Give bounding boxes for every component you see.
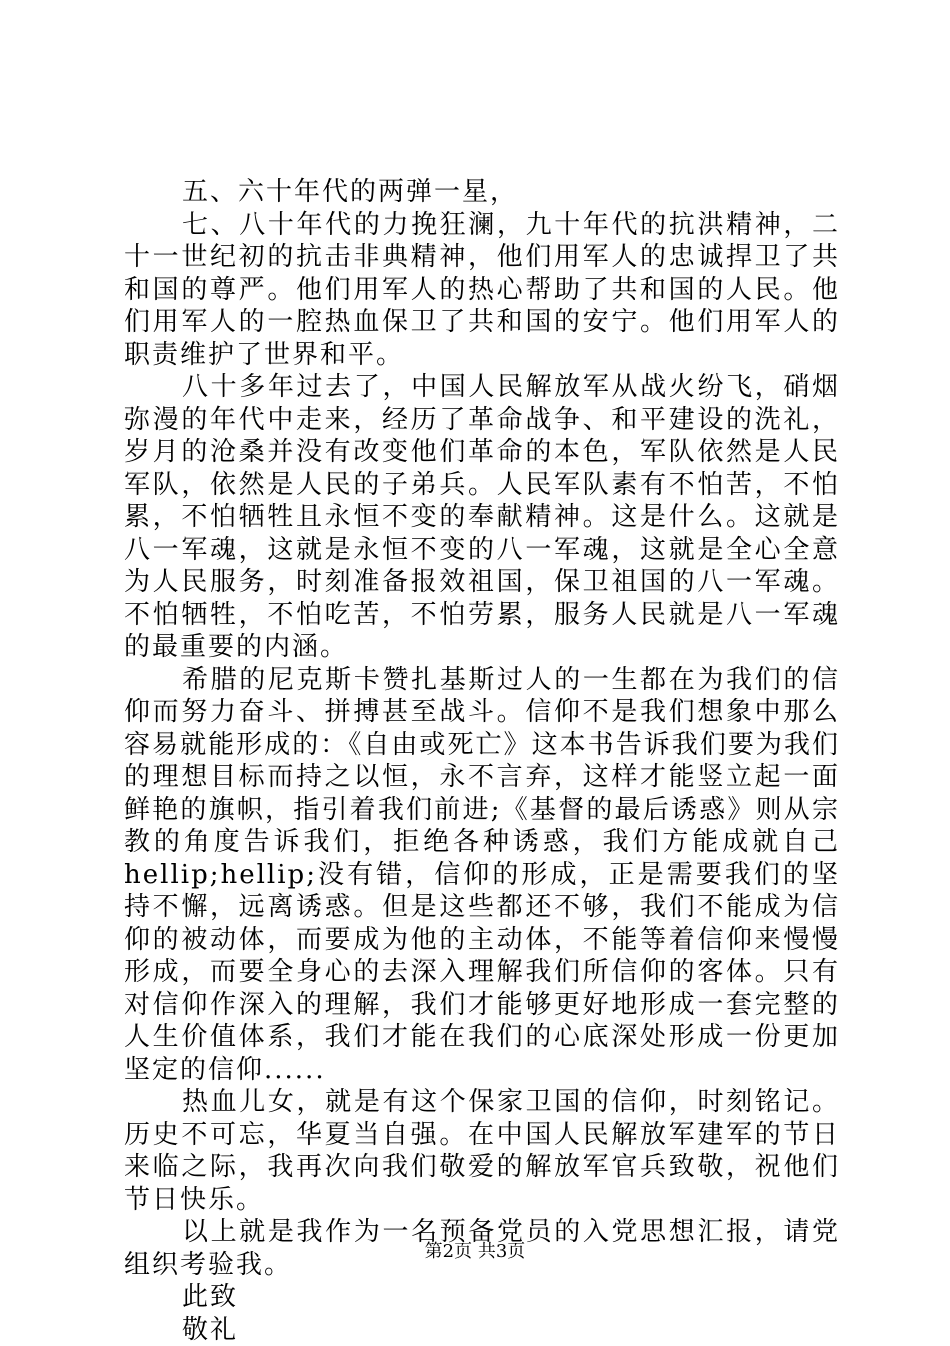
document-body: [124, 176, 840, 1346]
paragraph: 七、八十年代的力挽狂澜，九十年代的抗洪精神，二十一世纪初的抗击非典精神，他们用军人的忠诚捍卫了共和国的尊严。他们用军人的热心帮助了共和国的人民。他们用军人的一腔热血保卫了共和国的安宁。他们用军人的职责维护了世界和平。: [124, 209, 840, 372]
paragraph: 以上就是我作为一名预备党员的入党思想汇报，请党组织考验我。: [124, 1216, 840, 1281]
paragraph: 希腊的尼克斯卡赞扎基斯过人的一生都在为我们的信仰而努力奋斗、拼搏甚至战斗。信仰不是我们想象中那么容易就能形成的：《自由或死亡》这本书告诉我们要为我们的理想目标而持之以恒，永不言弃，这样才能竖立起一面鲜艳的旗帜，指引着我们前进;《基督的最后诱惑》则从宗教的角度告诉我们，拒绝各种诱惑，我们方能成就自己hellip;hellip;没有错，信仰的形成，正是需要我们的坚持不懈，远离诱惑。但是这些都还不够，我们不能成为信仰的被动体，而要成为他的主动体，不能等着信仰来慢慢形成，而要全身心的去深入理解我们所信仰的客体。只有对信仰作深入的理解，我们才能够更好地形成一套完整的人生价值体系，我们才能在我们的心底深处形成一份更加坚定的信仰......: [124, 664, 840, 1087]
closing-regards: 敬礼: [124, 1314, 840, 1346]
paragraph: 八十多年过去了，中国人民解放军从战火纷飞，硝烟弥漫的年代中走来，经历了革命战争、和平建设的洗礼，岁月的沧桑并没有改变他们革命的本色，军队依然是人民军队，依然是人民的子弟兵。人民军队素有不怕苦，不怕累，不怕牺牲且永恒不变的奉献精神。这是什么。这就是八一军魂，这就是永恒不变的八一军魂，这就是全心全意为人民服务，时刻准备报效祖国，保卫祖国的八一军魂。不怕牺牲，不怕吃苦，不怕劳累，服务人民就是八一军魂的最重要的内涵。: [124, 371, 840, 664]
closing-salutation: 此致: [124, 1281, 840, 1314]
paragraph: 热血儿女，就是有这个保家卫国的信仰，时刻铭记。历史不可忘，华夏当自强。在中国人民解放军建军的节日来临之际，我再次向我们敬爱的解放军官兵致敬，祝他们节日快乐。: [124, 1086, 840, 1216]
paragraph: 五、六十年代的两弹一星，: [124, 176, 840, 209]
page-number-footer: 第2页 共3页: [0, 1240, 950, 1264]
